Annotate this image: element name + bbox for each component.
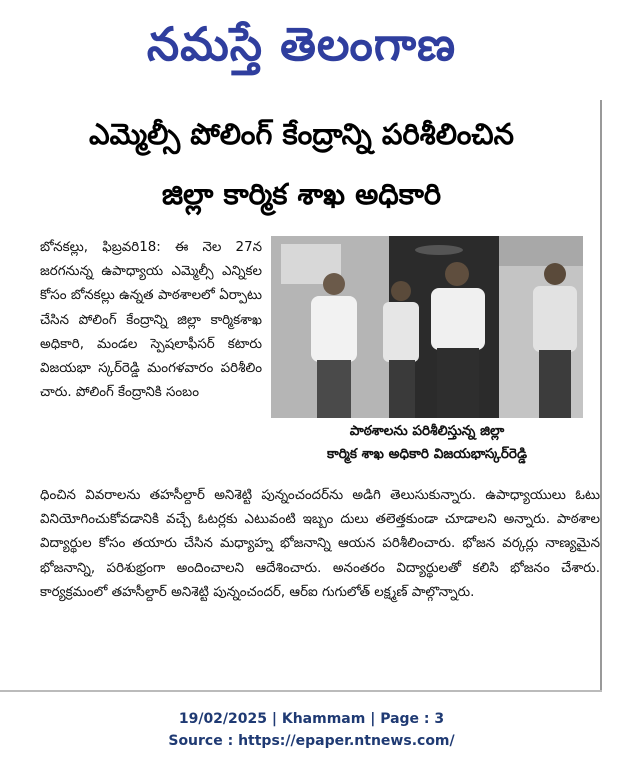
clipping-border-bottom — [0, 690, 602, 692]
clipping-border-right — [600, 100, 602, 692]
footer-source: Source : https://epaper.ntnews.com/ — [168, 733, 455, 749]
article-paragraph-2: ధించిన వివరాలను తహసీల్దార్ అనిశెట్టి పున్నంచందర్‌ను అడిగి తెలుసుకున్నారు. ఉపాధ్యాయులు ఓటు వినియోగించుకోవడానికి వచ్చే ఓటర్లకు ఎటువంటి ఇబ్బం దులు తలెత్తకుండా చూడాలని అన్నారు. పాఠశాల విద్యార్థుల కోసం తయారు చేసిన మధ్యాహ్న భోజనాన్ని ఆయన పరిశీలించారు. భోజన వర్కర్లు నాణ్యమైన భోజనాన్ని, పరిశుభ్రంగా అందించాలని ఆదేశించారు. అనంతరం విద్యార్థులతో కలిసి భోజనం చేశారు. కార్యక్రమంలో తహసీల్దార్ అనిశెట్టి పున్నంచందర్, ఆర్ఐ గుగులోత్ లక్ష్మణ్ పాల్గొన్నారు. — [40, 488, 600, 600]
article-paragraph-1: బోనకల్లు, ఫిబ్రవరి18: ఈ నెల 27న జరగనున్న ఉపాధ్యాయ ఎమ్మెల్సీ ఎన్నికల కోసం బోనకల్లు ఉన్నత పాఠశాలలో ఏర్పాటు చేసిన పోలింగ్ కేంద్రాన్ని జిల్లా కార్మికశాఖ అధికారి, మండల స్పెషలాఫీసర్ కటారు విజయభా స్కర్‌రెడ్డి మంగళవారం పరిశీలిం చారు. పోలింగ్ కేంద్రానికి సంబం — [40, 240, 262, 401]
article-column-narrow — [40, 236, 262, 405]
masthead-logo: నమస్తే తెలంగాణ — [146, 17, 457, 71]
photo-caption-line-2: కార్మిక శాఖ అధికారి విజయభాస్కర్‌రెడ్డి — [326, 446, 528, 462]
photo-illustration — [271, 236, 583, 418]
article-photo — [271, 236, 583, 418]
footer-date-location: 19/02/2025 | Khammam | Page : 3 — [178, 711, 445, 727]
article-column-wide — [40, 484, 600, 605]
photo-caption-line-1: పాఠశాలను పరిశీలిస్తున్న జిల్లా — [349, 423, 505, 439]
photo-caption — [271, 420, 583, 466]
headline-line-1: ఎమ్మెల్సీ పోలింగ్ కేంద్రాన్ని పరిశీలించిన — [88, 117, 514, 151]
headline-line-2: జిల్లా కార్మిక శాఖ అధికారి — [161, 177, 442, 211]
